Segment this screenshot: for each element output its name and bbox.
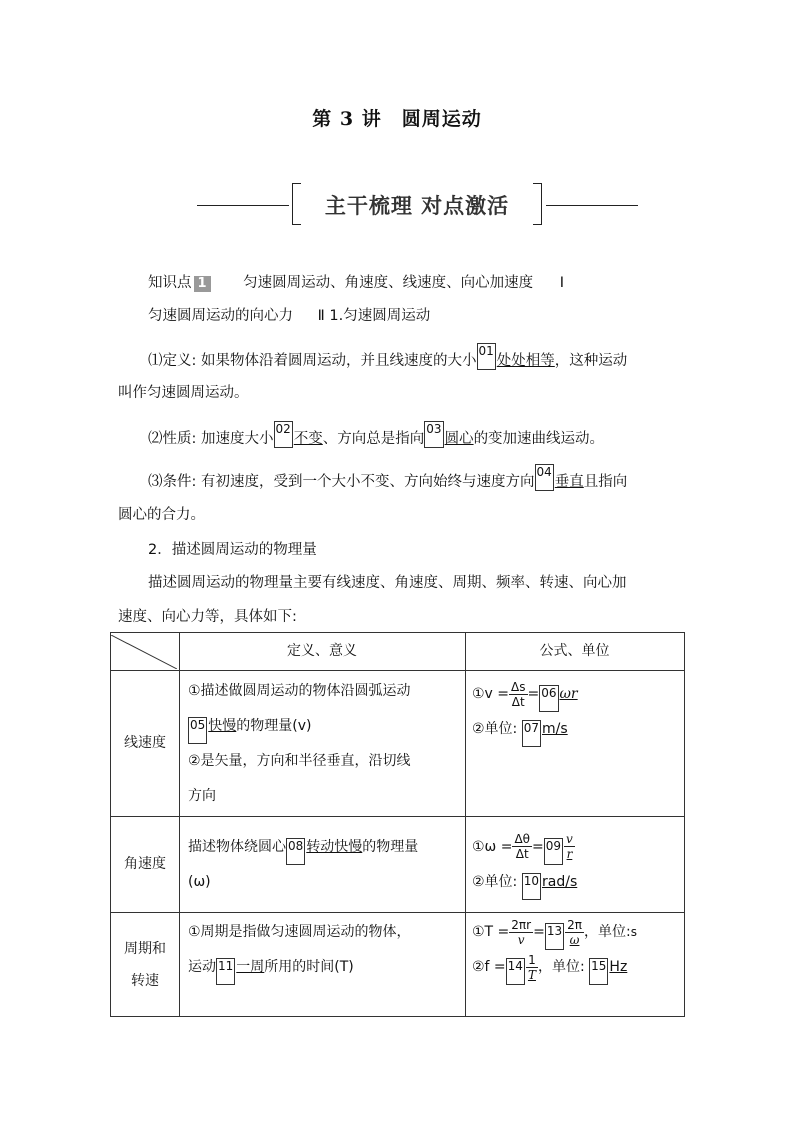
condition-paragraph	[148, 464, 627, 491]
condition-text: ⑶条件: 有初速度，受到一个大小不变、方向始终与速度方向	[148, 474, 535, 490]
lv-numerator: Δs	[511, 679, 526, 694]
period-formula-1	[472, 915, 683, 950]
condition-line-2: 圆心的合力。	[118, 507, 205, 523]
answer-box-04: 04	[535, 464, 554, 491]
lv-def-line2-text: 的物理量(v)	[236, 717, 312, 734]
answer-11: 一周	[236, 959, 265, 975]
answer-04: 垂直	[554, 474, 584, 490]
answer-box-02: 02	[274, 421, 293, 448]
freq-formula-pre: ②f =	[472, 959, 506, 975]
answer-14	[526, 953, 538, 982]
av-def-line2: (ω)	[188, 873, 211, 890]
banner-text: 主干梳理 对点激活	[324, 193, 510, 218]
diagonal-line	[111, 635, 177, 669]
answer-box-08: 08	[286, 838, 305, 865]
property-text: ⑵性质: 加速度大小	[148, 431, 274, 447]
answer-03: 圆心	[444, 431, 474, 447]
row-name-period	[111, 913, 180, 1017]
header-definition: 定义、意义	[180, 633, 466, 671]
subsection-1-title: 1.匀速圆周运动	[329, 308, 431, 324]
answer-box-13: 13	[545, 923, 564, 950]
answer-14-num: 1	[526, 953, 538, 968]
property-end: 的变加速曲线运动。	[473, 431, 605, 447]
period-definition	[180, 913, 466, 1017]
period-name-2: 转速	[131, 972, 159, 989]
kp-level-1: Ⅰ	[559, 275, 565, 291]
banner-right-line	[546, 205, 638, 206]
av-unit	[472, 865, 683, 900]
answer-box-01: 01	[477, 343, 496, 370]
period-def-post: 所用的时间(T)	[264, 959, 354, 975]
av-numerator: Δθ	[514, 832, 531, 846]
kp-topic-2: 匀速圆周运动的向心力	[148, 308, 293, 324]
av-eq: =	[532, 838, 544, 855]
answer-box-15: 15	[589, 958, 608, 985]
intro-line-1: 描述圆周运动的物理量主要有线速度、角速度、周期、频率、转速、向心加	[148, 575, 627, 591]
table-row	[111, 671, 685, 817]
answer-05: 快慢	[208, 717, 237, 734]
property-paragraph	[148, 421, 604, 448]
table-row	[111, 913, 685, 1017]
av-def-text: 描述物体绕圆心	[188, 838, 286, 855]
lv-unit-label: ②单位:	[472, 721, 518, 737]
lv-formula-pre: ①v =	[472, 686, 510, 702]
lv-unit	[472, 712, 683, 747]
row-name-linear-velocity: 线速度	[111, 671, 180, 817]
table-header-row	[111, 633, 685, 671]
freq-unit-label: ，单位:	[537, 959, 585, 975]
av-formula-pre: ①ω =	[472, 838, 513, 855]
lv-def-line1: ①描述做圆周运动的物体沿圆弧运动	[188, 682, 411, 699]
period-numerator: 2πr	[511, 917, 532, 932]
av-fraction	[512, 832, 532, 861]
answer-02: 不变	[293, 431, 323, 447]
kp-topic-1: 匀速圆周运动、角速度、线速度、向心加速度	[243, 275, 534, 291]
answer-14-den: T	[527, 967, 536, 982]
answer-box-07: 07	[522, 720, 541, 747]
angular-velocity-formula	[466, 817, 685, 913]
knowledge-point-line-2	[148, 304, 430, 325]
lv-def-line3: ②是矢量，方向和半径垂直，沿切线	[188, 752, 411, 769]
linear-velocity-definition	[180, 671, 466, 817]
page-title: 第 3 讲 圆周运动	[312, 108, 482, 130]
period-formula-pre: ①T =	[472, 924, 510, 940]
answer-07: m/s	[542, 721, 568, 737]
answer-13-num: 2π	[567, 917, 582, 932]
physics-quantities-table	[110, 632, 685, 1017]
lv-fraction	[509, 680, 527, 709]
knowledge-point-line	[148, 271, 564, 292]
period-formula	[466, 913, 685, 1017]
lv-def-line4: 方向	[188, 787, 216, 804]
answer-09	[564, 832, 575, 861]
period-formula-2	[472, 950, 683, 985]
answer-box-06: 06	[539, 685, 558, 712]
av-denominator: Δt	[515, 847, 529, 861]
av-formula	[472, 830, 683, 865]
av-def-line1	[188, 830, 464, 865]
answer-box-10: 10	[522, 873, 541, 900]
definition-text: ⑴定义: 如果物体沿着圆周运动，并且线速度的大小	[148, 353, 477, 369]
answer-13	[565, 918, 584, 947]
answer-box-14: 14	[506, 958, 525, 985]
property-mid: 、方向总是指向	[322, 431, 425, 447]
answer-08: 转动快慢	[306, 838, 363, 855]
answer-box-05: 05	[188, 717, 207, 744]
answer-01: 处处相等	[496, 353, 555, 369]
period-def-pre: 运动	[188, 959, 216, 975]
answer-13-den: ω	[569, 932, 580, 947]
lv-denominator: Δt	[511, 694, 525, 709]
answer-15: Hz	[609, 959, 628, 975]
period-name-1: 周期和	[124, 940, 166, 957]
banner-right-bracket	[533, 183, 542, 225]
answer-box-11: 11	[216, 958, 235, 985]
section-banner	[292, 183, 542, 227]
angular-velocity-definition	[180, 817, 466, 913]
av-def-text-end: 的物理量	[362, 838, 419, 855]
definition-line-2: 叫作匀速圆周运动。	[118, 385, 249, 401]
answer-09-den: r	[566, 847, 573, 861]
definition-paragraph	[148, 343, 627, 370]
answer-06: ωr	[559, 686, 578, 702]
table-row	[111, 817, 685, 913]
period-unit-value: s	[630, 925, 637, 939]
condition-end: 且指向	[583, 474, 628, 490]
subsection-2-title: 2．描述圆周运动的物理量	[148, 542, 317, 558]
period-unit-label: ，单位:	[583, 924, 631, 940]
av-unit-label: ②单位:	[472, 873, 518, 890]
diagonal-header-cell	[111, 633, 180, 671]
banner-left-line	[197, 205, 289, 206]
period-def-line2	[188, 950, 464, 985]
definition-text-end: ，这种运动	[554, 353, 628, 369]
intro-line-2: 速度、向心力等，具体如下:	[118, 609, 297, 625]
period-denominator: v	[517, 932, 525, 947]
row-name-angular-velocity: 角速度	[111, 817, 180, 913]
answer-10: rad/s	[542, 873, 578, 890]
answer-09-num: v	[566, 832, 573, 846]
period-def-line1: ①周期是指做匀速圆周运动的物体，	[188, 924, 411, 940]
period-eq: =	[533, 924, 545, 940]
answer-box-03: 03	[424, 421, 443, 448]
kp-prefix: 知识点	[148, 275, 192, 291]
lv-formula	[472, 677, 683, 712]
answer-box-09: 09	[544, 838, 563, 865]
kp-level-2: Ⅱ	[317, 308, 325, 324]
period-fraction	[509, 918, 533, 947]
kp-number-badge: 1	[194, 276, 211, 292]
header-formula: 公式、单位	[466, 633, 685, 671]
lv-eq: =	[527, 686, 540, 702]
linear-velocity-formula	[466, 671, 685, 817]
lv-def-line2	[188, 709, 464, 744]
